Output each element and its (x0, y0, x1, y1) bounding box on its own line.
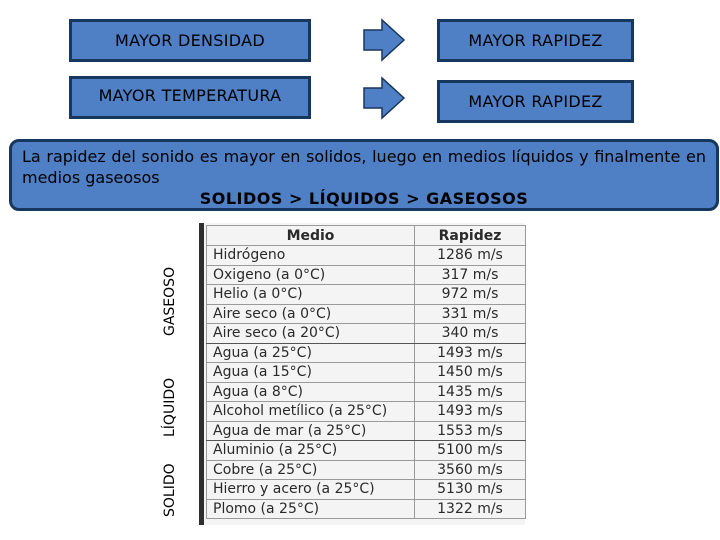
table-row (207, 304, 526, 324)
right-arrow-icon (362, 76, 406, 120)
mayor-rapidez-box-1 (437, 19, 634, 62)
mayor-temperatura-box (69, 76, 311, 119)
medio-cell: Cobre (a 25°C) (207, 460, 415, 480)
rapidez-cell: 1435 m/s (415, 382, 526, 402)
rapidez-cell: 331 m/s (415, 304, 526, 324)
rapidez-cell: 3560 m/s (415, 460, 526, 480)
table-row (207, 441, 526, 461)
rapidez-cell: 1493 m/s (415, 402, 526, 422)
rapidez-cell: 5130 m/s (415, 480, 526, 500)
medio-cell: Aluminio (a 25°C) (207, 441, 415, 461)
table-row (207, 285, 526, 305)
table-row (207, 499, 526, 519)
medio-cell: Aire seco (a 20°C) (207, 324, 415, 344)
table-row (207, 246, 526, 266)
medio-cell: Alcohol metílico (a 25°C) (207, 402, 415, 422)
rapidez-cell: 1493 m/s (415, 343, 526, 363)
sound-speed-banner (9, 139, 719, 211)
table-row (207, 324, 526, 344)
mayor-densidad-label: MAYOR DENSIDAD (115, 31, 265, 50)
sound-speed-table-frame (199, 223, 525, 525)
sound-speed-table (206, 225, 526, 519)
table-header-row (207, 226, 526, 246)
medio-cell: Oxigeno (a 0°C) (207, 265, 415, 285)
rapidez-cell: 5100 m/s (415, 441, 526, 461)
rapidez-cell: 1450 m/s (415, 363, 526, 383)
medio-cell: Hierro y acero (a 25°C) (207, 480, 415, 500)
medio-cell: Hidrógeno (207, 246, 415, 266)
table-row (207, 343, 526, 363)
mayor-rapidez-box-2 (437, 80, 634, 123)
gaseoso-side-label: GASEOSO (162, 266, 178, 336)
table-row (207, 421, 526, 441)
header-rapidez: Rapidez (415, 226, 526, 246)
table-row (207, 363, 526, 383)
rapidez-cell: 340 m/s (415, 324, 526, 344)
mayor-rapidez-label-1: MAYOR RAPIDEZ (468, 31, 603, 50)
right-arrow-icon (362, 18, 406, 62)
mayor-densidad-box (69, 19, 311, 62)
rapidez-cell: 317 m/s (415, 265, 526, 285)
mayor-rapidez-label-2: MAYOR RAPIDEZ (468, 92, 603, 111)
rapidez-cell: 1286 m/s (415, 246, 526, 266)
table-row (207, 460, 526, 480)
table-row (207, 480, 526, 500)
table-row (207, 402, 526, 422)
table-row (207, 382, 526, 402)
mayor-temperatura-label: MAYOR TEMPERATURA (98, 86, 282, 105)
medio-cell: Agua (a 8°C) (207, 382, 415, 402)
rapidez-cell: 1553 m/s (415, 421, 526, 441)
rapidez-cell: 1322 m/s (415, 499, 526, 519)
table-row (207, 265, 526, 285)
rapidez-cell: 972 m/s (415, 285, 526, 305)
liquido-side-label: LÍQUIDO (162, 377, 178, 437)
header-medio: Medio (207, 226, 415, 246)
solido-side-label: SOLIDO (162, 463, 178, 517)
medio-cell: Helio (a 0°C) (207, 285, 415, 305)
medio-cell: Aire seco (a 0°C) (207, 304, 415, 324)
banner-text: La rapidez del sonido es mayor en solidos, luego en medios líquidos y finalmente en medios gaseosos (22, 147, 706, 187)
banner-highlight: SOLIDOS > LÍQUIDOS > GASEOSOS (199, 189, 529, 208)
medio-cell: Agua (a 25°C) (207, 343, 415, 363)
medio-cell: Agua de mar (a 25°C) (207, 421, 415, 441)
medio-cell: Agua (a 15°C) (207, 363, 415, 383)
medio-cell: Plomo (a 25°C) (207, 499, 415, 519)
